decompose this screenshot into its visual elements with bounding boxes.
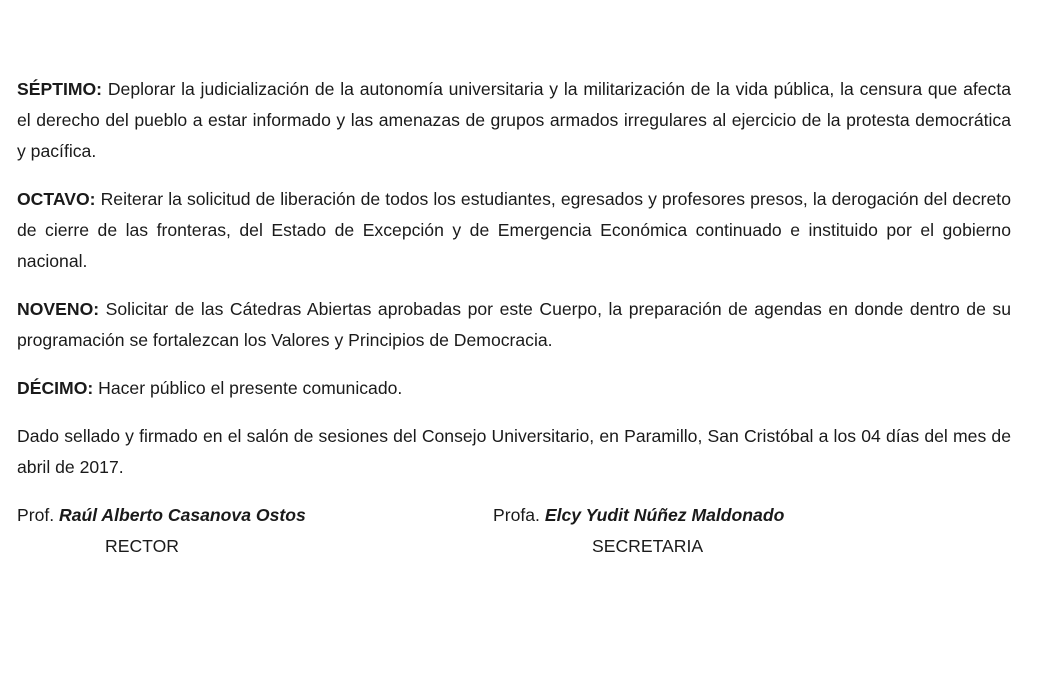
signature-name-line [493, 500, 784, 531]
signature-prefix: Prof. [17, 505, 60, 525]
signature-role: SECRETARIA [592, 536, 704, 556]
paragraph-lead: DÉCIMO: [17, 378, 94, 398]
paragraph-lead: OCTAVO: [17, 189, 96, 209]
signature-name-line [17, 500, 306, 531]
paragraph-text: Hacer público el presente comunicado. [93, 378, 403, 398]
paragraph-septimo [17, 74, 1011, 167]
signature-prefix: Profa. [493, 505, 545, 525]
closing-paragraph: Dado sellado y firmado en el salón de sesiones del Consejo Universitario, en Paramillo, San Cristóbal a los 04 días del mes de abril de 2017. [17, 426, 1011, 477]
paragraph-decimo [17, 373, 1011, 404]
paragraph-octavo [17, 184, 1011, 277]
paragraph-text: Reiterar la solicitud de liberación de todos los estudiantes, egresados y profesores presos, la derogación del decreto de cierre de las fronteras, del Estado de Excepción y de Emergencia Económica continuado e instituido por el gobierno nacional. [17, 189, 1011, 271]
signature-block [17, 500, 1011, 562]
paragraph-lead: NOVENO: [17, 299, 100, 319]
signature-name: Raúl Alberto Casanova Ostos [59, 505, 306, 525]
document-page [17, 74, 1011, 562]
paragraph-text: Deplorar la judicialización de la autonomía universitaria y la militarización de la vida pública, la censura que afecta el derecho del pueblo a estar informado y las amenazas de grupos armados irregulares al ejercicio de la protesta democrática y pacífica. [17, 79, 1011, 161]
signature-rector [17, 500, 306, 556]
signature-role: RECTOR [105, 536, 179, 556]
paragraph-noveno [17, 294, 1011, 356]
paragraph-text: Solicitar de las Cátedras Abiertas aprobadas por este Cuerpo, la preparación de agendas en donde dentro de su programación se fortalezcan los Valores y Principios de Democracia. [17, 299, 1011, 350]
signature-name: Elcy Yudit Núñez Maldonado [544, 505, 785, 525]
paragraph-lead: SÉPTIMO: [17, 79, 103, 99]
signature-secretaria [493, 500, 785, 556]
